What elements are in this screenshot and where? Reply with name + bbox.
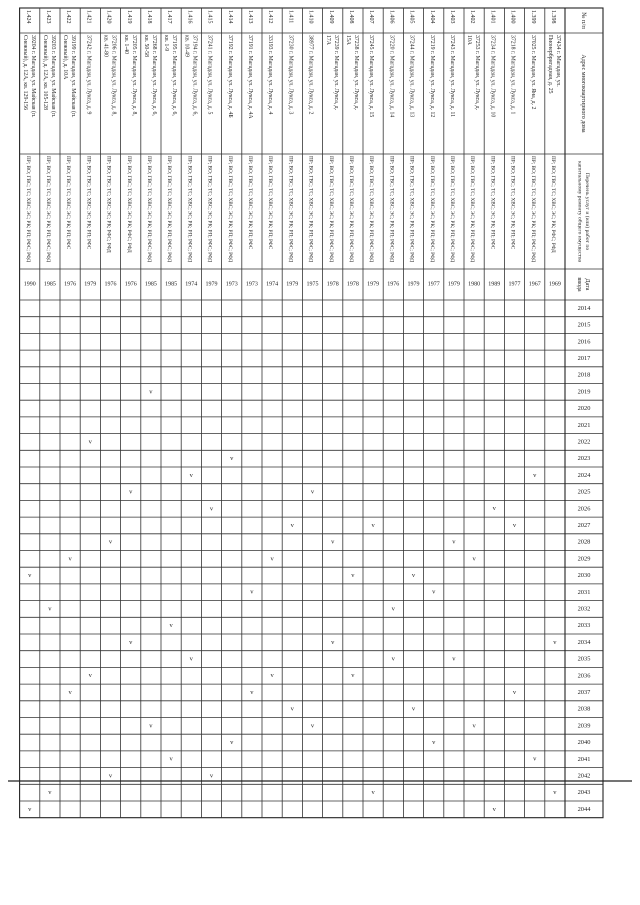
- row-mark-2035: v: [189, 655, 193, 663]
- row-year: 1973: [225, 281, 238, 288]
- row-year: 1976: [124, 281, 137, 288]
- row-mark-2034: v: [553, 638, 557, 646]
- row-number: 1.417: [166, 10, 173, 24]
- row-works: ПР; ВО; ГВС; ТС; ХВС; ЭС; РК; РП; РФС; РФД: [146, 156, 152, 263]
- table-row: [408, 10, 420, 713]
- row-works: ПР; ВО; ГВС; ТС; ХВС; ЭС; РК; РП; РФС: [267, 156, 274, 250]
- row-number: 1.411: [287, 10, 294, 24]
- row-address: 37025 г. Магадан, ул. Яна, д. 2: [529, 35, 536, 110]
- table-row: [183, 10, 197, 663]
- row-address: 37243 г. Магадан, ул. Лукса, д. 11: [449, 35, 455, 118]
- row-number: 1.418: [146, 10, 152, 24]
- header-year-2018: 2018: [577, 371, 591, 379]
- row-mark-2038: v: [411, 705, 416, 713]
- row-mark-2037: v: [68, 688, 72, 696]
- row-mark-2030: v: [351, 572, 355, 580]
- row-number: 1.408: [348, 10, 354, 24]
- row-address: Снежный), д. 12А, кв. 105-128: [42, 35, 48, 110]
- row-year: 1979: [367, 281, 380, 288]
- row-mark-2030: v: [28, 572, 32, 580]
- header-year-2015: 2015: [577, 321, 591, 329]
- row-mark-2042: v: [108, 772, 113, 780]
- row-mark-2032: v: [48, 605, 52, 613]
- row-address: 15А: [345, 35, 351, 45]
- header-year-2038: 2038: [577, 705, 591, 713]
- row-year: 1977: [427, 281, 440, 288]
- row-mark-2031: v: [250, 588, 254, 596]
- row-mark-2042: v: [209, 772, 214, 780]
- row-mark-2029: v: [472, 555, 476, 563]
- row-address: 37253 г. Магадан, ул. Лукса, д.: [474, 35, 481, 111]
- row-mark-2027: v: [371, 521, 375, 529]
- row-address: 17А: [324, 35, 331, 45]
- row-address: кв. 41-80: [102, 35, 109, 57]
- row-year: 1975: [306, 281, 319, 288]
- row-works: ПР; ВО; ГВС; ТС; ХВС; ЭС; РК; РП; РФС; РФД: [529, 156, 536, 263]
- row-address: 37205 г. Магадан, ул. Лукса, д. 8,: [130, 35, 137, 116]
- row-number: 1.423: [45, 10, 51, 24]
- row-works: ПР; ВО; ГВС; ТС; ХВС; ЭС; РК; РП; РФС: [509, 156, 516, 250]
- header-year-2043: 2043: [577, 789, 591, 797]
- row-year: 1977: [508, 281, 521, 288]
- row-mark-2037: v: [512, 688, 517, 696]
- row-mark-2036: v: [351, 672, 355, 680]
- row-works: ПР; ВО; ГВС; ТС; ХВС; ЭС; РК; РП; РФС; РФД: [469, 156, 476, 263]
- row-address: 37245 г. Магадан, ул. Лукса, д. 15: [368, 35, 375, 118]
- table-row: [367, 10, 379, 796]
- row-number: 1.410: [307, 10, 314, 24]
- table-header: [576, 12, 591, 813]
- row-address: 37220 г. Магадан, ул. Лукса, д. 14: [388, 35, 395, 118]
- table-row: [206, 10, 218, 779]
- row-address: 39204 г. Магадан, ул. Майская (п.: [29, 35, 36, 118]
- row-works: ПР; ВО; ГВС; ТС; ХВС; ЭС; РК; РП; РФС; РФД: [206, 156, 213, 263]
- row-mark-2024: v: [533, 471, 537, 479]
- row-mark-2028: v: [108, 538, 113, 546]
- header-year-2031: 2031: [577, 588, 591, 596]
- row-mark-2041: v: [533, 755, 537, 763]
- row-mark-2031: v: [432, 588, 436, 596]
- table-row: [42, 10, 57, 796]
- row-mark-2035: v: [391, 655, 395, 663]
- row-number: 1.409: [327, 10, 334, 24]
- row-works: ПР; ВО; ГВС; ТС; ХВС; ЭС; РК; РП; РФС; РФД: [368, 156, 375, 263]
- row-number: 1.399: [529, 10, 536, 24]
- capital-repair-table: [20, 8, 603, 818]
- header-year-2030: 2030: [577, 572, 591, 580]
- row-address: 37239 г. Магадан, ул. Лукса, д.: [332, 35, 339, 111]
- table-row: [509, 10, 521, 696]
- row-address: кв. 1-9: [163, 35, 170, 52]
- header-year-2025: 2025: [577, 488, 591, 496]
- row-address: 37434 г. Магадан, ул.: [555, 35, 561, 87]
- row-number: 1.401: [489, 10, 496, 24]
- row-mark-2024: v: [189, 471, 193, 479]
- table-row: [62, 10, 77, 696]
- header-year-2040: 2040: [577, 739, 591, 747]
- row-address: 37206 г. Магадан, ул. Лукса, д. 8,: [110, 35, 117, 116]
- row-year: 1974: [266, 281, 279, 288]
- row-address: кв. 1-40: [122, 35, 129, 55]
- header-year-2033: 2033: [577, 622, 591, 630]
- row-number: 1.416: [186, 10, 193, 24]
- row-year: 1976: [64, 281, 77, 288]
- row-address: 37268 г. Магадан, ул. Лукса, д. 6,: [151, 35, 157, 116]
- row-works: ПР; ВО; ГВС; ТС; ХВС; ЭС; РК; РП; РФС; РФД: [307, 156, 314, 263]
- row-address: Снежный), д. 10А: [62, 35, 69, 80]
- row-address: 37234 г. Магадан, ул. Лукса, д. 10: [489, 35, 496, 118]
- row-mark-2029: v: [270, 555, 274, 563]
- row-works: ПР; ВО; ГВС; ТС; ХВС; ЭС; РК; РФС; РФД: [105, 156, 112, 253]
- table-row: [143, 10, 157, 729]
- row-year: 1979: [286, 281, 299, 288]
- row-mark-2041: v: [169, 755, 173, 763]
- row-number: 1.400: [509, 10, 516, 24]
- row-works: ПР; ВО; ГВС; ТС; ХВС; ЭС; РК; РП; РФС; РФД: [226, 156, 233, 263]
- row-mark-2025: v: [310, 488, 315, 496]
- header-year-2027: 2027: [577, 521, 591, 529]
- row-number: 1.415: [206, 10, 213, 24]
- row-works: ПР; ВО; ГВС; ТС; ХВС; ЭС; РК; РП; РФС: [65, 156, 72, 250]
- row-mark-2043: v: [48, 789, 52, 797]
- row-mark-2044: v: [28, 805, 32, 813]
- row-year: 1979: [84, 281, 97, 288]
- row-address: 37195 г. Магадан, ул. Лукса, д. 6,: [171, 35, 178, 116]
- row-year: 1976: [387, 281, 400, 288]
- row-mark-2036: v: [88, 672, 92, 680]
- row-number: 1.419: [125, 10, 132, 24]
- row-mark-2039: v: [472, 722, 476, 730]
- row-year: 1967: [528, 281, 541, 288]
- row-address: 37242 г. Магадан, ул. Лукса, д. 9: [85, 35, 92, 115]
- row-mark-2027: v: [290, 521, 294, 529]
- row-address: 37244 г. Магадан, ул. Лукса, д. 13: [408, 35, 415, 118]
- row-mark-2025: v: [129, 488, 133, 496]
- header-year-2019: 2019: [577, 388, 591, 396]
- header-year-2041: 2041: [577, 755, 591, 763]
- row-number: 1.398: [550, 10, 556, 24]
- header-year-2032: 2032: [577, 605, 591, 613]
- row-year: 1985: [165, 281, 178, 288]
- row-number: 1.421: [85, 10, 92, 24]
- row-mark-2022: v: [88, 438, 92, 446]
- header-year-2017: 2017: [577, 354, 591, 362]
- row-year: 1985: [144, 281, 157, 288]
- row-mark-2034: v: [331, 638, 335, 646]
- row-mark-2036: v: [270, 672, 274, 680]
- row-mark-2033: v: [169, 622, 173, 630]
- row-mark-2043: v: [553, 789, 557, 797]
- row-year: 1973: [245, 281, 258, 288]
- row-mark-2039: v: [310, 722, 315, 730]
- table-row: [246, 10, 258, 696]
- row-works: ПР; ВО; ГВС; ТС; ХВС; ЭС; РК; РП; РФС: [489, 156, 496, 250]
- header-year-2023: 2023: [577, 455, 591, 463]
- row-works: ПР; ВО; ГВС; ТС; ХВС; ЭС; РК; РП; РФС; РФД: [388, 156, 395, 263]
- row-mark-2038: v: [290, 705, 294, 713]
- row-address: 39199 г. Магадан, ул. Майская (п.: [70, 35, 77, 118]
- row-mark-2040: v: [230, 739, 234, 747]
- table-frame: [20, 8, 603, 818]
- row-number: 1.414: [226, 10, 233, 24]
- row-works: ПР; ВО; ГВС; ТС; ХВС; ЭС; РК; РФС; РФД: [550, 156, 556, 253]
- table-row: [345, 10, 359, 679]
- header-date: ввода: [576, 277, 582, 292]
- row-mark-2019: v: [149, 388, 153, 396]
- table-row: [448, 10, 460, 663]
- table-row: [22, 10, 37, 813]
- row-number: 1.407: [368, 10, 375, 24]
- header-year-2024: 2024: [577, 471, 591, 479]
- row-number: 1.405: [408, 10, 415, 24]
- row-address: 33193 г. Магадан, ул. Лукса, д. 4: [267, 35, 274, 115]
- row-mark-2028: v: [452, 538, 456, 546]
- row-address: 37241 г. Магадан, ул. Лукса, д. 5: [206, 35, 213, 115]
- row-works: ПР; ВО; ГВС; ТС; ХВС; ЭС; РК; РП; РФС; РФД: [327, 156, 334, 263]
- header-year-2036: 2036: [577, 672, 591, 680]
- header-works: капитальному ремонту общего имущества: [576, 160, 583, 263]
- row-year: 1990: [23, 281, 36, 288]
- row-year: 1980: [468, 281, 481, 288]
- row-number: 1.404: [428, 10, 435, 24]
- row-mark-2029: v: [68, 555, 72, 563]
- header-year-2034: 2034: [577, 638, 591, 646]
- row-mark-2040: v: [432, 739, 436, 747]
- row-year: 1985: [43, 281, 56, 288]
- row-address: 37238 г. Магадан, ул. Лукса, д.: [353, 35, 359, 111]
- row-works: ПР; ВО; ГВС; ТС; ХВС; ЭС; РК; РП; РФС; РФД: [287, 156, 294, 263]
- table-row: [226, 10, 238, 746]
- row-mark-2026: v: [209, 505, 214, 513]
- row-number: 1.402: [469, 10, 476, 24]
- table-row: [163, 10, 177, 763]
- row-works: ПР; ВО; ГВС; ТС; ХВС; ЭС; РК; РП; РФС; РФД: [45, 156, 51, 263]
- header-works: Перечень услуг и (или) работ по: [583, 172, 590, 251]
- header-address: Адрес многоквартирного дома: [580, 54, 586, 133]
- row-address: 37191 г. Магадан, ул. Лукса, д. 4А: [247, 35, 253, 119]
- row-year: 1978: [346, 281, 359, 288]
- row-works: ПР; ВО; ГВС; ТС; ХВС; ЭС; РК; РП; РФС: [247, 156, 253, 250]
- table-row: [266, 10, 278, 679]
- row-mark-2034: v: [129, 638, 133, 646]
- row-number: 1.406: [388, 10, 395, 24]
- header-year-2022: 2022: [577, 438, 591, 446]
- table-row: [466, 10, 480, 729]
- row-address: 37219 г. Магадан, ул. Лукса, д. 12: [428, 35, 435, 118]
- row-number: 1.403: [449, 10, 455, 24]
- header-date: Дата: [584, 278, 590, 291]
- row-works: ПР; ВО; ГВС; ТС; ХВС; ЭС; РК; РП; РФС; РФД: [408, 156, 415, 263]
- row-works: ПР; ВО; ГВС; ТС; ХВС; ЭС; РК; РП; РФС; РФД: [428, 156, 435, 263]
- row-address: 37194 г. Магадан, ул. Лукса, д. 6,: [191, 35, 198, 116]
- row-address: 38977 г. Магадан, ул. Лукса, д. 2: [307, 35, 314, 115]
- row-number: 1.422: [65, 10, 72, 24]
- row-works: ПР; ВО; ГВС; ТС; ХВС; ЭС; РК; РФС; РФД: [125, 156, 132, 253]
- row-mark-2023: v: [230, 455, 234, 463]
- row-number: 1.420: [105, 10, 112, 24]
- header-year-2016: 2016: [577, 338, 591, 346]
- row-year: 1979: [205, 281, 218, 288]
- row-address: Пионербригадная, д. 25: [547, 35, 553, 94]
- header-year-2044: 2044: [577, 805, 591, 813]
- row-year: 1974: [185, 281, 198, 288]
- table-row: [529, 10, 541, 763]
- header-year-2029: 2029: [577, 555, 591, 563]
- table-row: [428, 10, 440, 746]
- table-row: [286, 10, 298, 713]
- header-year-2020: 2020: [577, 405, 591, 413]
- row-year: 1989: [488, 281, 501, 288]
- row-mark-2035: v: [452, 655, 456, 663]
- row-works: ПР; ВО; ГВС; ТС; ХВС; ЭС; РК; РП; РФС; РФД: [186, 156, 193, 263]
- header-number: № п/п: [580, 12, 587, 29]
- table-row: [488, 10, 500, 813]
- row-mark-2026: v: [492, 505, 496, 513]
- row-address: 37230 г. Магадан, ул. Лукса, д. 3: [287, 35, 294, 115]
- table-row: [84, 10, 96, 679]
- row-works: ПР; ВО; ГВС; ТС; ХВС; ЭС; РК; РП; РФС; РФД: [24, 156, 31, 263]
- table-row: [103, 10, 117, 779]
- row-works: ПР; ВО; ГВС; ТС; ХВС; ЭС; РК; РП; РФС; РФД: [348, 156, 354, 263]
- row-number: 1.413: [247, 10, 253, 24]
- row-address: 39203 г. Магадан, ул. Майская (п.: [50, 35, 56, 118]
- row-address: 37192 г. Магадан, ул. Лукса, д. 4Б: [226, 35, 233, 118]
- header-year-2035: 2035: [577, 655, 591, 663]
- row-year: 1979: [447, 281, 460, 288]
- row-address: 37218 г. Магадан, ул. Лукса, д. 1: [509, 35, 516, 115]
- table-row: [387, 10, 399, 663]
- header-year-2028: 2028: [577, 538, 591, 546]
- row-mark-2039: v: [149, 722, 153, 730]
- row-year: 1976: [104, 281, 117, 288]
- table-row: [547, 10, 561, 796]
- row-year: 1969: [548, 281, 561, 288]
- row-address: кв. 50-58: [143, 35, 149, 57]
- row-address: кв. 10-49: [183, 35, 190, 57]
- header-year-2039: 2039: [577, 722, 591, 730]
- header-year-2021: 2021: [577, 421, 591, 429]
- row-number: 1.424: [24, 10, 31, 24]
- row-number: 1.412: [267, 10, 274, 24]
- row-address: Снежный), д. 12А, кв. 129-156: [21, 35, 28, 110]
- header-year-2037: 2037: [577, 688, 591, 696]
- row-mark-2028: v: [331, 538, 335, 546]
- row-mark-2032: v: [391, 605, 395, 613]
- table-row: [307, 10, 319, 729]
- header-year-2042: 2042: [577, 772, 591, 780]
- row-address: 10А: [466, 35, 473, 45]
- row-works: ПР; ВО; ГВС; ТС; ХВС; ЭС; РК; РП; РФС; РФД: [449, 156, 455, 263]
- row-mark-2043: v: [371, 789, 375, 797]
- row-year: 1978: [326, 281, 339, 288]
- header-year-2014: 2014: [577, 304, 591, 312]
- row-works: ПР; ВО; ГВС; ТС; ХВС; ЭС; РК; РП; РФС; РФД: [166, 156, 173, 263]
- row-mark-2027: v: [512, 521, 517, 529]
- table-grid: [20, 8, 603, 818]
- table-body: [22, 10, 561, 813]
- row-year: 1979: [407, 281, 420, 288]
- row-mark-2037: v: [250, 688, 254, 696]
- row-mark-2030: v: [411, 572, 416, 580]
- header-year-2026: 2026: [577, 505, 591, 513]
- row-works: ПР; ВО; ГВС; ТС; ХВС; ЭС; РК; РП; РФС: [85, 156, 92, 250]
- row-mark-2044: v: [492, 805, 496, 813]
